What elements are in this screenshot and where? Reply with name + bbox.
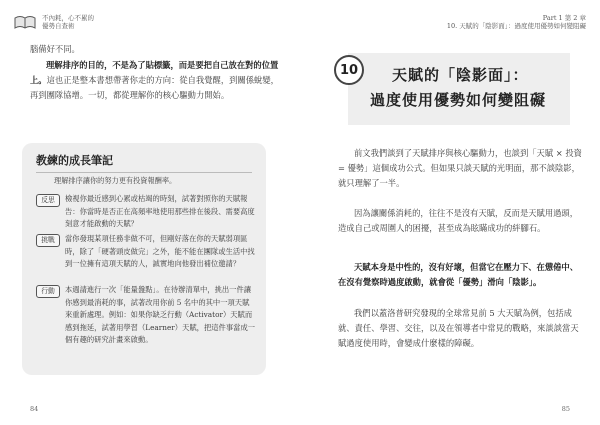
open-book-icon bbox=[14, 15, 36, 29]
header-section-title: 10. 天賦的「陰影面」：過度使用優勢如何變阻礙 bbox=[446, 22, 586, 30]
note-tag-reflect: 反思 bbox=[36, 194, 60, 207]
notes-divider bbox=[36, 172, 252, 173]
header-title-line2: 優勢自查術 bbox=[42, 22, 75, 30]
note-item-challenge bbox=[36, 233, 256, 271]
right-paragraph-2: 因為讓關係消耗的，往往不是沒有天賦，反而是天賦用過頭，造成自己或周圍人的困擾，甚至成為眩瞞成功的絆腳石。 bbox=[338, 208, 579, 233]
note-item-reflect bbox=[36, 193, 256, 231]
right-paragraph-4: 我們以蓋洛普研究發現的全球常見前 5 大天賦為例，包括成就、責任、學習、交往，以及在領導者中常見的戰略，來談談當天賦過度使用時，會變成什麼樣的障礙。 bbox=[338, 308, 579, 348]
left-paragraph-1: 腦備好不同。 bbox=[30, 44, 80, 54]
chapter-title-line1: 天賦的「陰影面」： bbox=[392, 66, 529, 84]
left-paragraph-2 bbox=[30, 58, 280, 103]
running-header-left bbox=[14, 14, 94, 30]
right-page bbox=[300, 0, 600, 425]
running-header-right bbox=[447, 14, 586, 30]
right-paragraph-3 bbox=[338, 260, 582, 290]
coach-notes-heading: 教練的成長筆記 bbox=[36, 154, 113, 167]
note-text-challenge: 當你發現某項任務非做不可，但剛好落在你的天賦弱項區時，除了「硬著頭皮做完」之外，能不能在團隊或生活中找到一位擁有這項天賦的人，誠實地向他發出補位邀請？ bbox=[65, 234, 255, 269]
page-number-right: 85 bbox=[561, 405, 570, 413]
header-title-line1: 不內耗，心不累的 bbox=[42, 14, 94, 22]
note-text-action: 本週請進行一次「能量盤點」。在待辦清單中，挑出一件讓你感到最消耗的事，試著改用你前 5 名中的其中一項天賦來重新處理。例如：如果你缺乏行動（Activator）天賦而感到拖延，試著用學習（Learner）天賦，把這件事當成一個有趣的研究計畫來啟動。 bbox=[65, 285, 256, 345]
note-tag-challenge: 挑戰 bbox=[36, 234, 60, 247]
coach-notes-box bbox=[22, 143, 266, 375]
left-paragraph-2-rest: 這也正是整本書想帶著你走的方向：從自我覺醒，到關係蛻變，再到團隊協增。一切，都從理解你的核心驅動力開始。 bbox=[30, 75, 279, 100]
chapter-number-badge: 10 bbox=[334, 55, 364, 85]
note-item-action bbox=[36, 284, 256, 347]
header-part-chapter: Part 1 第 2 章 bbox=[542, 14, 586, 22]
coach-notes-intro: 理解排序讓你的努力更有投資報酬率。 bbox=[54, 176, 177, 185]
chapter-title-line2: 過度使用優勢如何變阻礙 bbox=[370, 91, 547, 109]
left-paragraph-2-bold: 理解排序的目的，不是為了貼標籤，而是要把自己放在對的位置上。 bbox=[30, 60, 279, 85]
note-text-reflect: 檢視你最近感到心累或枯竭的時刻，試著對照你的天賦報告：你當時是否正在高頻率地使用那些排在後段、需要高度刻意才能啟動的天賦？ bbox=[65, 194, 255, 229]
page-number-left: 84 bbox=[30, 405, 39, 413]
right-paragraph-3-bold: 天賦本身是中性的，沒有好壞，但當它在壓力下、在憊倦中、在沒有覺察時過度啟動，就會從「優勢」滑向「陰影」。 bbox=[338, 262, 579, 287]
right-paragraph-1: 前文我們談到了天賦排序與核心驅動力，也談到「天賦 × 投資 = 優勢」這個成功公式。但如果只談天賦的光明面，那不談陰影，就只理解了一半。 bbox=[338, 148, 582, 188]
note-tag-action: 行動 bbox=[36, 285, 60, 298]
